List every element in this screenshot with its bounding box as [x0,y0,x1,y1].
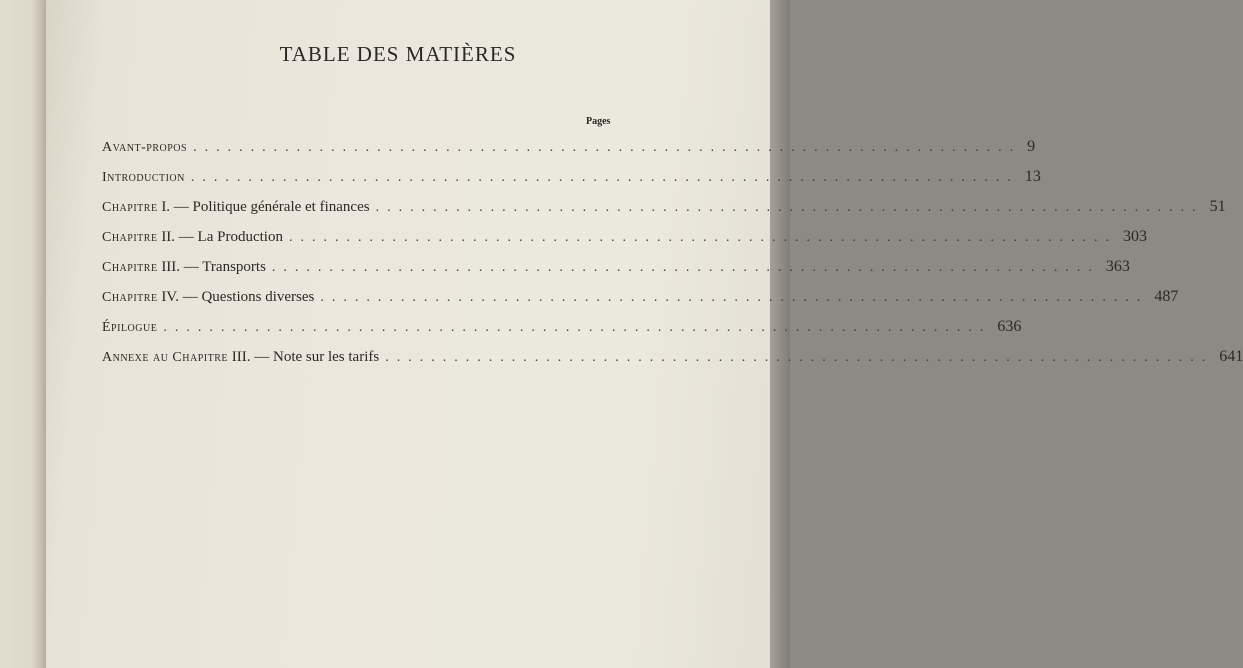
toc-entry-epilogue [102,318,1022,348]
toc-entry-label: Épilogue [102,320,158,335]
toc-entry-chapitre-3 [102,258,1130,288]
toc-entry-chapitre-1 [102,198,1226,228]
toc-entry-avant-propos [102,138,1036,168]
page-number: 9 [1027,138,1036,155]
dot-leader: ........................................................................ [271,260,1100,275]
dot-leader: ........................................................................ [163,320,992,335]
toc-entry-chapitre-4 [102,288,1179,318]
book-page [46,0,1243,668]
toc-entry-annexe [102,348,1243,378]
toc-entry-label: Chapitre IV. — Questions diverses [102,289,315,305]
dot-leader: ........................................................................ [320,290,1149,305]
dot-leader: ........................................................................ [193,140,1022,155]
dot-leader: ........................................................................ [375,200,1204,215]
toc-entry-label: Avant-propos [102,140,188,155]
page-number: 303 [1122,228,1147,245]
page-title: TABLE DES MATIÈRES [279,42,517,66]
dot-leader: ........................................................................ [288,230,1117,245]
toc-entry-introduction [102,168,1041,198]
toc-entry-label: Chapitre I. — Politique générale et finances [102,199,370,215]
toc-entry-label: Introduction [102,170,185,185]
pages-column-label: Pages [586,116,611,127]
toc-entry-chapitre-2 [102,228,1147,258]
page-number: 363 [1105,258,1130,275]
page-number: 641 [1219,348,1243,365]
toc-entry-label: Annexe au Chapitre III. — Note sur les tarifs [102,349,380,365]
dot-leader: ........................................................................ [385,350,1214,365]
toc-entry-label: Chapitre III. — Transports [102,259,266,275]
page-number: 51 [1209,198,1226,215]
page-number: 636 [997,318,1022,335]
table-of-contents [102,138,1243,378]
dot-leader: ........................................................................ [190,170,1019,185]
page-number: 487 [1154,288,1179,305]
page-number: 13 [1024,168,1041,185]
toc-entry-label: Chapitre II. — La Production [102,229,283,245]
